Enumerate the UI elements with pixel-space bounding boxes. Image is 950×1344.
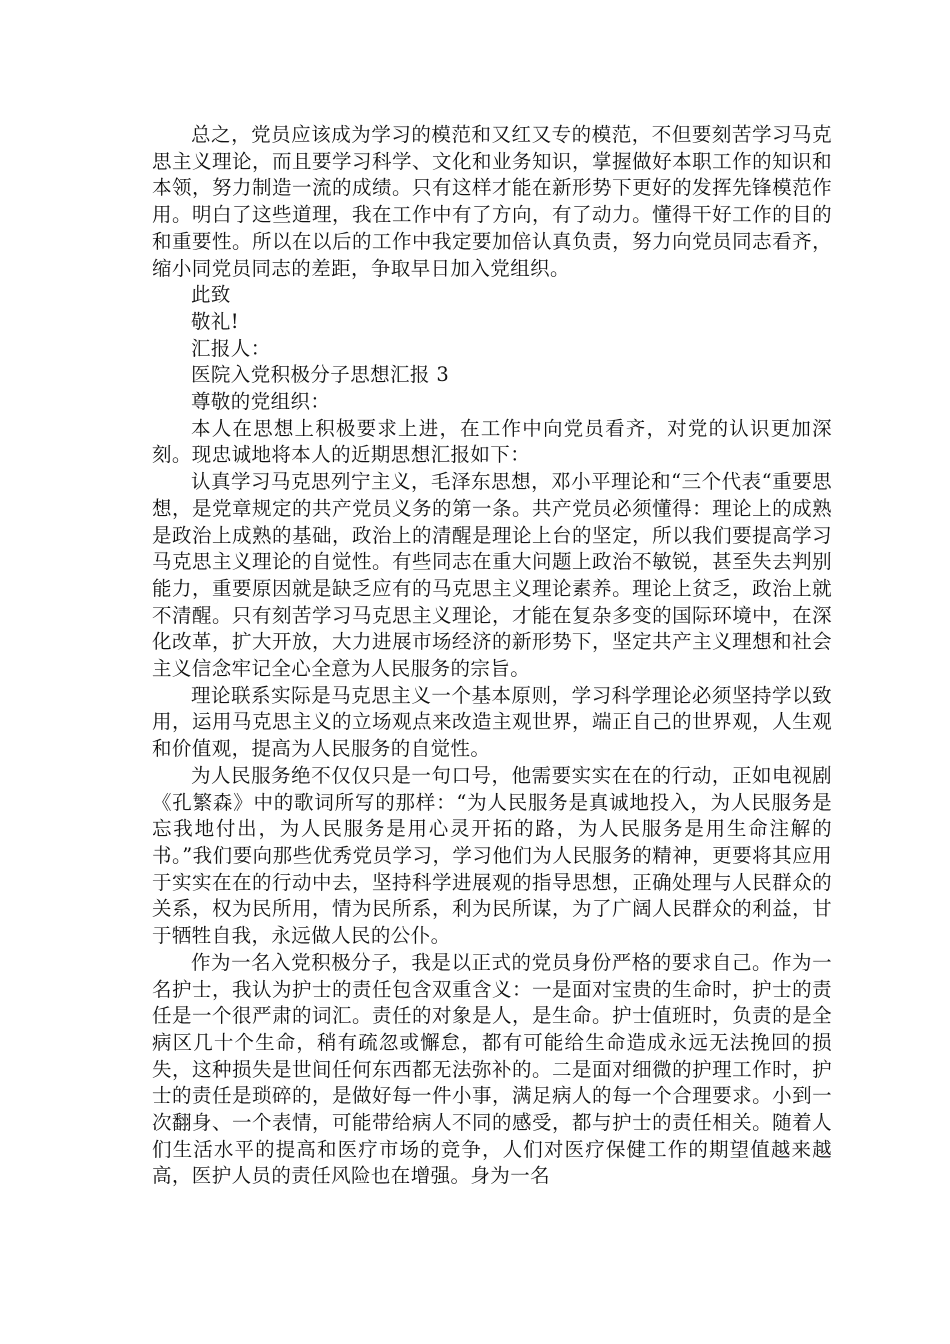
closing-respect: 敬礼! bbox=[191, 309, 240, 333]
closing-salutation: 此致 bbox=[191, 283, 231, 307]
paragraph-theory-practice: 理论联系实际是马克思主义一个基本原则，学习科学理论必须坚持学以致用，运用马克思主义的立场观点来改造主观世界，端正自己的世界观，人生观和价值观，提高为人民服务的自觉性。 bbox=[152, 683, 832, 761]
paragraph-serve-people: 为人民服务绝不仅仅只是一句口号，他需要实实在在的行动，正如电视剧《孔繁森》中的歌词所写的那样：“为人民服务是真诚地投入，为人民服务是忘我地付出，为人民服务是用心灵开拓的路，为人民服务是用生命注解的书。”我们要向那些优秀党员学习，学习他们为人民服务的精神，更要将其应用于实实在在的行动中去，坚持科学进展观的指导思想，正确处理与人民群众的关系，权为民所用，情为民所系，利为民所谋，为了广阔人民群众的利益，甘于牺牲自我，永远做人民的公仆。 bbox=[152, 763, 832, 948]
greeting: 尊敬的党组织： bbox=[191, 390, 331, 414]
paragraph-intro: 本人在思想上积极要求上进，在工作中向党员看齐，对党的认识更加深刻。现忠诚地将本人的近期思想汇报如下： bbox=[152, 416, 832, 467]
reporter-label: 汇报人： bbox=[191, 336, 271, 360]
paragraph-theory-study: 认真学习马克思列宁主义，毛泽东思想，邓小平理论和“三个代表“重要思想，是党章规定的共产党员义务的第一条。共产党员必须懂得：理论上的成熟是政治上成熟的基础，政治上的清醒是理论上台的坚定，所以我们要提高学习马克思主义理论的自觉性。有些同志在重大问题上政治不敏锐，甚至失去判别能力，重要原因就是缺乏应有的马克思主义理论素养。理论上贫乏，政治上就不清醒。只有刻苦学习马克思主义理论，才能在复杂多变的国际环境中，在深化改革，扩大开放，大力进展市场经济的新形势下，坚定共产主义理想和社会主义信念牢记全心全意为人民服务的宗旨。 bbox=[152, 470, 832, 681]
document-page bbox=[152, 122, 832, 1190]
section-title: 医院入党积极分子思想汇报 3 bbox=[191, 363, 450, 387]
paragraph-nurse-duty: 作为一名入党积极分子，我是以正式的党员身份严格的要求自己。作为一名护士，我认为护士的责任包含双重含义：一是面对宝贵的生命时，护士的责任是一个很严肃的词汇。责任的对象是人，是生命。护士值班时，负责的是全病区几十个生命，稍有疏忽或懈怠，都有可能给生命造成永远无法挽回的损失，这种损失是世间任何东西都无法弥补的。二是面对细微的护理工作时，护士的责任是琐碎的，是做好每一件小事，满足病人的每一个合理要求。小到一次翻身、一个表情，可能带给病人不同的感受，都与护士的责任相关。随着人们生活水平的提高和医疗市场的竞争，人们对医疗保健工作的期望值越来越高，医护人员的责任风险也在增强。身为一名 bbox=[152, 950, 832, 1188]
paragraph-summary: 总之，党员应该成为学习的模范和又红又专的模范，不但要刻苦学习马克思主义理论，而且要学习科学、文化和业务知识，掌握做好本职工作的知识和本领，努力制造一流的成绩。只有这样才能在新形势下更好的发挥先锋模范作用。明白了这些道理，我在工作中有了方向，有了动力。懂得干好工作的目的和重要性。所以在以后的工作中我定要加倍认真负责，努力向党员同志看齐，缩小同党员同志的差距，争取早日加入党组织。 bbox=[152, 123, 832, 280]
